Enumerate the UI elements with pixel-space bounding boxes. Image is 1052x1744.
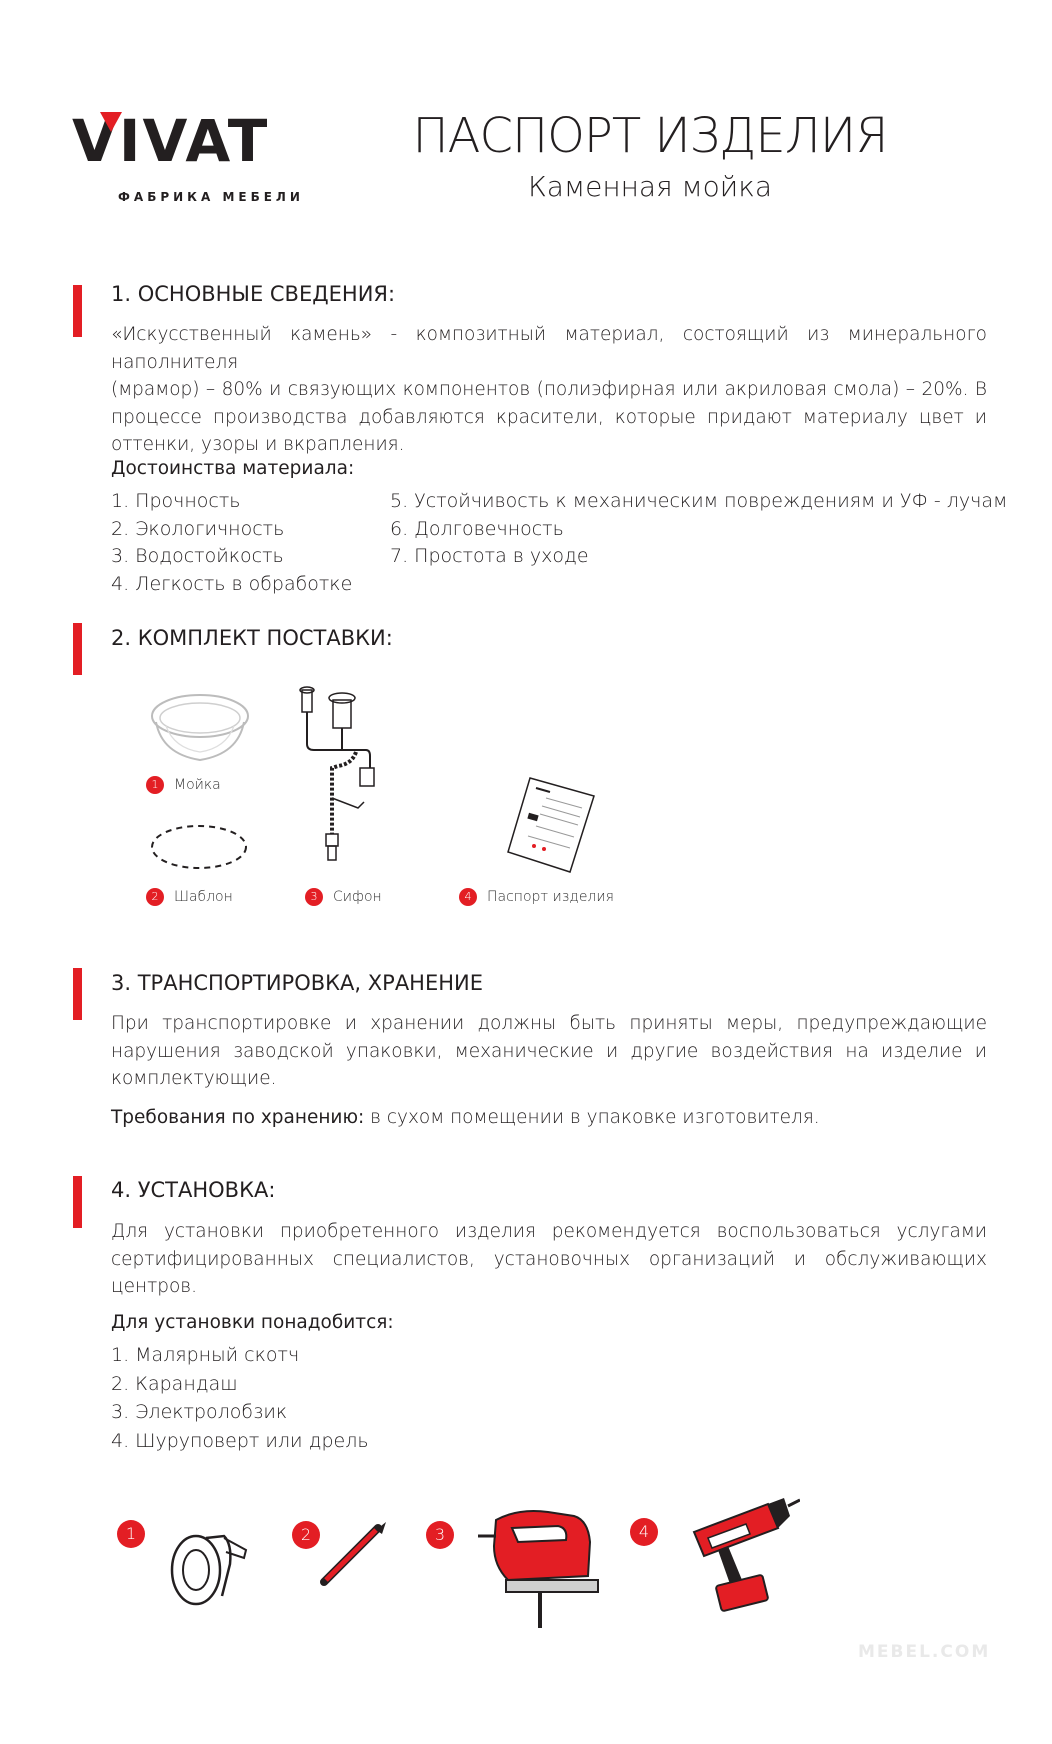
list-item: 1. Малярный скотч xyxy=(111,1344,300,1366)
advantages-list-left xyxy=(111,488,352,598)
kit-number-badge: 3 xyxy=(305,888,323,906)
jigsaw-icon xyxy=(478,1506,610,1632)
list-item: 2. Карандаш xyxy=(111,1372,238,1395)
list-item: 3. Водостойкость xyxy=(111,545,284,567)
tools-title: Для установки понадобится: xyxy=(111,1312,394,1333)
kit-item-passport xyxy=(459,888,614,906)
section-marker xyxy=(73,285,82,337)
list-item: 5. Устойчивость к механическим повреждениям и УФ - лучам xyxy=(390,490,1008,512)
tool-number-badge: 1 xyxy=(117,1520,145,1548)
section-heading-basic-info: 1. ОСНОВНЫЕ СВЕДЕНИЯ: xyxy=(111,282,396,306)
kit-item-sink xyxy=(146,776,221,794)
section-marker xyxy=(73,1176,82,1228)
pencil-icon xyxy=(316,1520,388,1590)
logo-red-tick-icon xyxy=(100,112,122,132)
kit-number-badge: 2 xyxy=(146,888,164,906)
passport-document-icon xyxy=(506,774,598,876)
kit-number-badge: 4 xyxy=(459,888,477,906)
transport-paragraph xyxy=(111,1010,987,1093)
paragraph-line: нарушения заводской упаковки, механические и другие воздействия на изделие и xyxy=(111,1040,987,1062)
kit-item-label: Сифон xyxy=(333,889,382,905)
kit-item-siphon xyxy=(305,888,382,906)
paragraph-line: сертифицированных специалистов, установочных организаций и обслуживающих центров. xyxy=(111,1248,987,1297)
advantages-title: Достоинства материала: xyxy=(111,458,355,479)
kit-item-label: Шаблон xyxy=(174,889,233,905)
storage-text: в сухом помещении в упаковке изготовителя. xyxy=(364,1107,820,1128)
paragraph-line: «Искусственный камень» - композитный материал, состоящий из минерального наполнителя xyxy=(111,324,987,373)
paragraph-line: (мрамор) – 80% и связующих компонентов (полиэфирная или акриловая смола) – 20%. В xyxy=(111,379,987,400)
document-title: ПАСПОРТ ИЗДЕЛИЯ xyxy=(412,108,888,164)
advantages-list-right xyxy=(390,488,1007,571)
kit-item-label: Паспорт изделия xyxy=(487,889,614,905)
logo-wordmark: VIVAT xyxy=(72,107,270,175)
paragraph-line: комплектующие. xyxy=(111,1068,277,1089)
kit-item-template xyxy=(146,888,233,906)
storage-label: Требования по хранению: xyxy=(111,1107,365,1128)
paragraph-line: оттенки, узоры и вкрапления. xyxy=(111,434,405,455)
sink-bowl-icon xyxy=(148,692,252,766)
list-item: 4. Легкость в обработке xyxy=(111,572,353,595)
watermark: MEBEL.COM xyxy=(858,1642,991,1662)
list-item: 1. Прочность xyxy=(111,490,241,512)
list-item: 2. Экологичность xyxy=(111,517,285,540)
section-heading-transport: 3. ТРАНСПОРТИРОВКА, ХРАНЕНИЕ xyxy=(111,971,484,995)
tool-number-badge: 3 xyxy=(426,1521,454,1549)
section-heading-kit: 2. КОМПЛЕКТ ПОСТАВКИ: xyxy=(111,626,393,650)
paragraph-line: процессе производства добавляются красители, которые придают материалу цвет и xyxy=(111,406,987,428)
kit-number-badge: 1 xyxy=(146,776,164,794)
document-subtitle: Каменная мойка xyxy=(527,170,773,203)
list-item: 3. Электролобзик xyxy=(111,1401,288,1423)
tool-number-badge: 4 xyxy=(630,1518,658,1546)
logo-subtitle: ФАБРИКА МЕБЕЛИ xyxy=(118,190,304,204)
template-outline-icon xyxy=(148,822,250,872)
list-item: 6. Долговечность xyxy=(390,517,564,540)
list-item: 4. Шуруповерт или дрель xyxy=(111,1429,369,1452)
brand-logo xyxy=(72,107,328,204)
tools-list xyxy=(111,1342,369,1456)
section-heading-installation: 4. УСТАНОВКА: xyxy=(111,1178,276,1202)
siphon-icon xyxy=(296,684,386,870)
section-marker xyxy=(73,968,82,1020)
section-marker xyxy=(73,623,82,675)
paragraph-line: Для установки приобретенного изделия рекомендуется воспользоваться услугами xyxy=(111,1221,987,1242)
installation-paragraph xyxy=(111,1218,987,1301)
kit-item-label: Мойка xyxy=(174,777,221,793)
tool-number-badge: 2 xyxy=(292,1521,320,1549)
list-item: 7. Простота в уходе xyxy=(390,545,589,567)
paragraph-line: При транспортировке и хранении должны быть приняты меры, предупреждающие xyxy=(111,1013,987,1034)
drill-icon xyxy=(688,1494,800,1614)
basic-info-paragraph xyxy=(111,321,987,459)
masking-tape-icon xyxy=(160,1522,250,1612)
storage-requirements xyxy=(111,1107,820,1128)
